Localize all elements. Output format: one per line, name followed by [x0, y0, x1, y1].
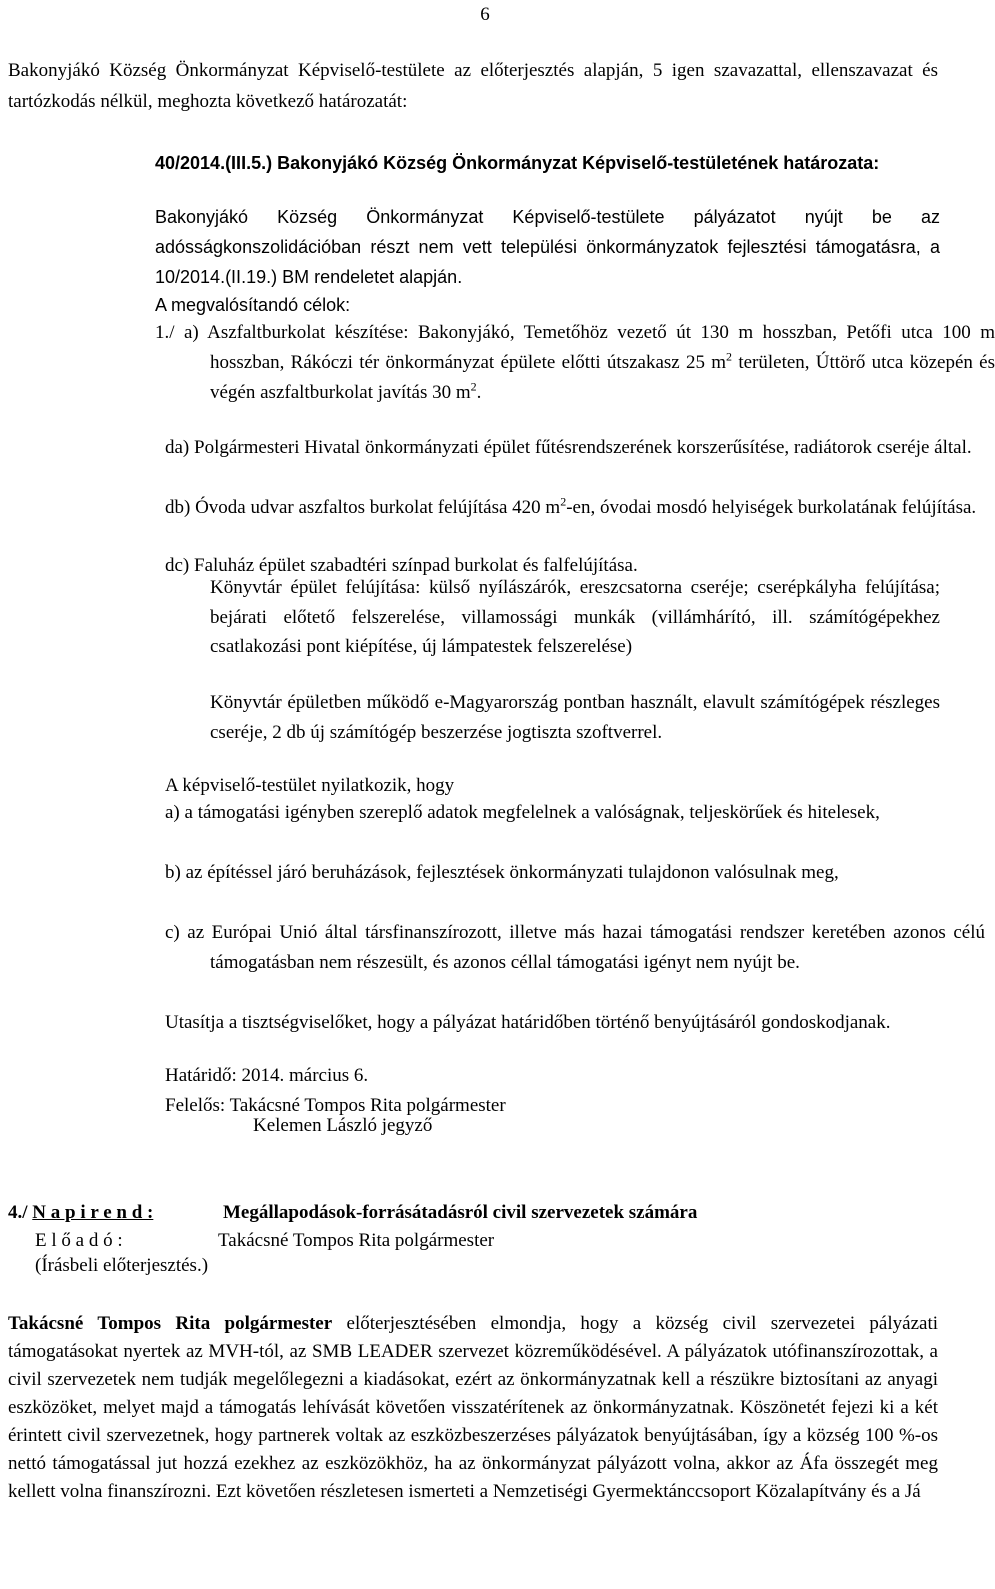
agenda-label: N a p i r e n d :	[32, 1202, 154, 1223]
speech-paragraph: Takácsné Tompos Rita polgármester előterjesztésében elmondja, hogy a község civil szervezetei pályázati támogatásokat nyertek az MVH-tól, az SMB LEADER szervezet közreműködésével. A pályázatok utófinanszírozottak, a civil szervezetek nem tudják megelőlegezni a kiadásokat, ezért az önkormányzatnak kell a részükre biztosítani az anyagi eszközöket, melyet majd a támogatás lehívását követően visszatérítenek az önkormányzatnak. Köszönetét fejezi ki a két érintett civil szervezetnek, hogy partnerek voltak az eszközbeszerzéses pályázatok benyújtásában, így a község 100 %-os nettó támogatással jut hozzá ezekhez az eszközökhöz, ha az önkormányzat pályázott volna, akkor az Áfa összegét meg kellett volna finanszírozni. Ezt követően részletesen ismerteti a Nemzetiségi Gyermektánccsoport Közalapítvány és a Já	[8, 1313, 939, 1502]
goal-item-da: da) Polgármesteri Hivatal önkormányzati épület fűtésrendszerének korszerűsítése, radiátorok cseréje által.	[165, 437, 972, 458]
goal-item-dc: dc) Faluház épület szabadtéri színpad burkolat és falfelújítása.	[165, 555, 638, 576]
intro-paragraph: Bakonyjákó Község Önkormányzat Képviselő-testülete az előterjesztés alapján, 5 igen szavazattal, ellenszavazat és tartózkodás nélkül, meghozta következő határozatát:	[8, 60, 938, 112]
instruction: Utasítja a tisztségviselőket, hogy a pályázat határidőben történő benyújtásáról gondoskodjanak.	[165, 1012, 891, 1033]
agenda-heading	[8, 1200, 938, 1226]
speaker-name: Takácsné Tompos Rita polgármester	[8, 1313, 333, 1334]
presenter-label: E l ő a d ó :	[35, 1230, 123, 1251]
resolution-heading: 40/2014.(III.5.) Bakonyjákó Község Önkormányzat Képviselő-testületének határozata:	[155, 153, 880, 173]
declaration-b: b) az építéssel járó beruházások, fejlesztések önkormányzati tulajdonon valósulnak meg,	[165, 862, 839, 883]
declaration-c: c) az Európai Unió által társfinanszírozott, illetve más hazai támogatási rendszer keretében azonos célú támogatásban nem részesült, és azonos céllal támogatási igényt nem nyújt be.	[165, 922, 985, 973]
page-number: 6	[480, 4, 490, 25]
written-proposal-note: (Írásbeli előterjesztés.)	[35, 1255, 209, 1276]
goals-label: A megvalósítandó célok:	[155, 295, 351, 315]
library-computers: Könyvtár épületben működő e-Magyarország pontban használt, elavult számítógépek részleges cseréje, 2 db új számítógép beszerzése jogtiszta szoftverrel.	[210, 692, 940, 743]
deadline: Határidő: 2014. március 6.	[165, 1065, 369, 1086]
goal-item-db: db) Óvoda udvar aszfaltos burkolat felújítása 420 $m^2-en$, óvodai mosdó helyiségek burkolatának felújítása.	[165, 494, 977, 518]
responsible-clerk: Kelemen László jegyző	[253, 1115, 433, 1136]
declaration-intro: A képviselő-testület nyilatkozik, hogy	[165, 775, 455, 796]
agenda-title: Megállapodások-forrásátadásról civil szervezetek számára	[223, 1202, 698, 1223]
agenda-presenter	[35, 1228, 935, 1254]
goal-item-1: 1./ a) Aszfaltburkolat készítése: Bakonyjákó, Temetőhöz vezető út 130 m hosszban, Petőfi utca 100 m hosszban, Rákóczi tér önkormányzat épülete előtti útszakasz 25 $m^2$ területen, Úttörő utca közepén és végén aszfaltburkolat javítás 30 $m^2$.	[155, 322, 995, 403]
declaration-a: a) a támogatási igényben szereplő adatok megfelelnek a valóságnak, teljeskörűek és hitelesek,	[165, 802, 880, 823]
responsible: Felelős: Takácsné Tompos Rita polgármester	[165, 1095, 506, 1116]
library-renovation: Könyvtár épület felújítása: külső nyílászárók, ereszcsatorna cseréje; cserépkályha felújítása; bejárati előtető felszerelése, villamossági munkák (villámhárító, ill. számítógépekhez csatlakozási pont kiépítése, új lámpatestek felszerelése)	[210, 577, 940, 657]
agenda-number: 4./	[8, 1202, 28, 1223]
resolution-body: Bakonyjákó Község Önkormányzat Képviselő-testülete pályázatot nyújt be az adósságkonszolidációban részt nem vett települési önkormányzatok fejlesztési támogatásra, a 10/2014.(II.19.) BM rendeletet alapján.	[155, 207, 940, 287]
presenter-name: Takácsné Tompos Rita polgármester	[218, 1230, 495, 1251]
